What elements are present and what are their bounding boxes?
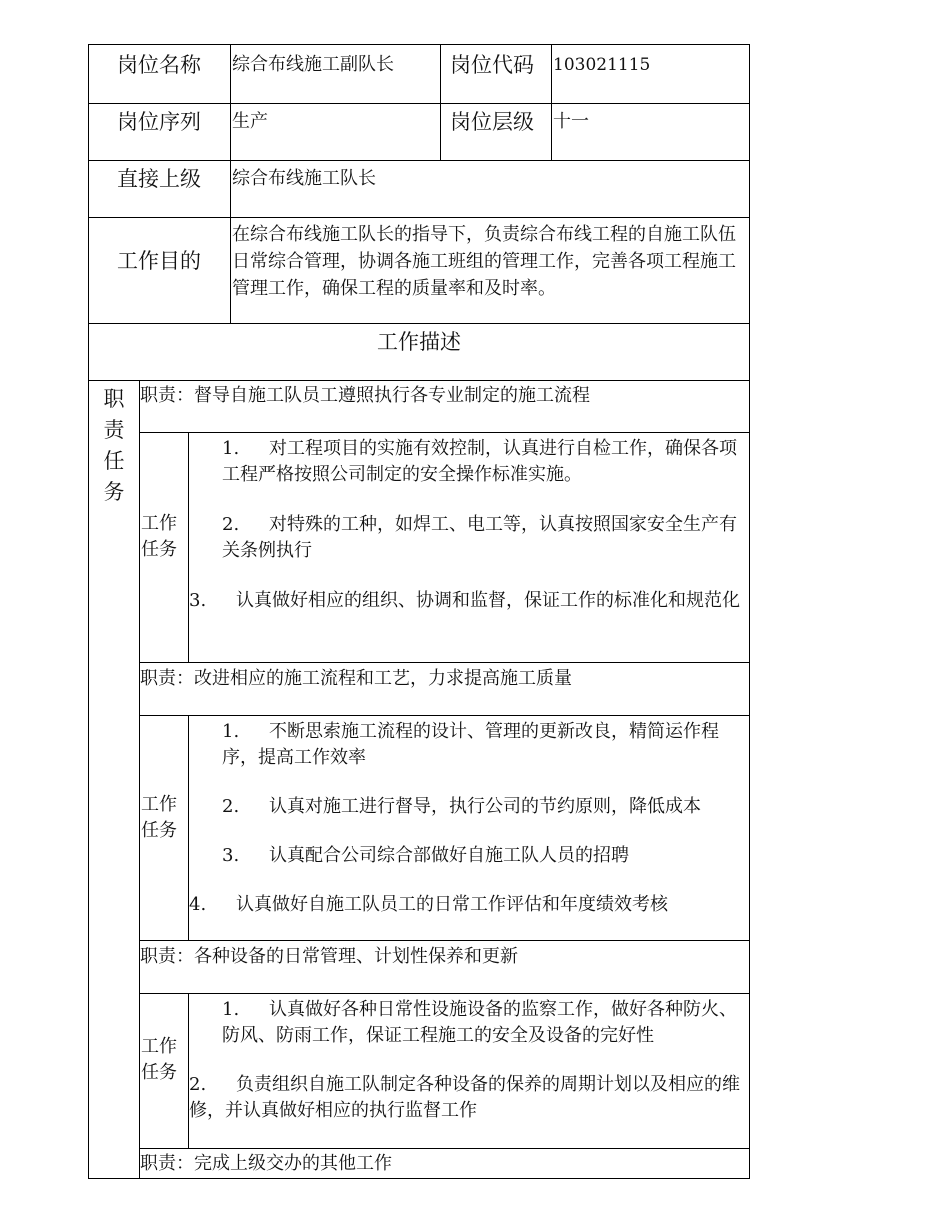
table-rule (88, 323, 750, 324)
task-label: 工作任务 (141, 1036, 177, 1083)
task-item (222, 997, 740, 1049)
table-rule (88, 217, 750, 218)
task-text: 认真做好相应的组织、协调和监督，保证工作的标准化和规范化 (236, 590, 740, 611)
task-number: 2. (189, 1074, 207, 1095)
position-name-value: 综合布线施工副队长 (232, 54, 394, 75)
task-text: 对特殊的工种，如焊工、电工等，认真按照国家安全生产有关条例执行 (222, 514, 737, 561)
table-rule (139, 432, 750, 433)
table-rule (88, 103, 750, 104)
task-text: 认真做好自施工队员工的日常工作评估和年度绩效考核 (236, 894, 668, 915)
task-item (222, 512, 740, 564)
position-code-value: 103021115 (553, 55, 651, 75)
purpose-label: 工作目的 (117, 249, 201, 273)
task-text: 认真配合公司综合部做好自施工队人员的招聘 (269, 845, 629, 866)
task-text: 负责组织自施工队制定各种设备的保养的周期计划以及相应的维修，并认真做好相应的执行监督工作 (189, 1074, 740, 1121)
duty-title: 职责：督导自施工队员工遵照执行各专业制定的施工流程 (140, 385, 590, 406)
duties-label-char: 务 (103, 480, 125, 504)
position-series-value: 生产 (232, 111, 268, 132)
task-item (222, 436, 740, 488)
supervisor-label: 直接上级 (117, 167, 201, 191)
task-number: 3. (222, 845, 240, 866)
position-series-label: 岗位序列 (117, 110, 201, 134)
position-level-value: 十一 (553, 111, 589, 132)
table-rule (139, 380, 140, 1179)
task-number: 1. (222, 999, 240, 1020)
task-number: 2. (222, 514, 240, 535)
table-rule (440, 44, 441, 161)
task-item (222, 794, 740, 820)
task-item (189, 892, 741, 918)
table-border-left (88, 44, 89, 1179)
duties-vertical-label (99, 384, 129, 508)
table-border-bottom (88, 1178, 750, 1179)
table-rule (188, 432, 189, 663)
table-rule (230, 44, 231, 324)
task-number: 2. (222, 796, 240, 817)
task-text: 不断思索施工流程的设计、管理的更新改良，精简运作程序，提高工作效率 (222, 721, 719, 768)
table-border-top (88, 44, 750, 45)
supervisor-value: 综合布线施工队长 (232, 168, 376, 189)
duty-title: 职责：各种设备的日常管理、计划性保养和更新 (140, 946, 518, 967)
task-number: 1. (222, 721, 240, 742)
duty-title: 职责：改进相应的施工流程和工艺，力求提高施工质量 (140, 668, 572, 689)
task-item (189, 588, 741, 614)
duty-title: 职责：完成上级交办的其他工作 (140, 1153, 392, 1174)
task-text: 认真做好各种日常性设施设备的监察工作，做好各种防火、防风、防雨工作，保证工程施工的安全及设备的完好性 (222, 999, 737, 1046)
task-item (222, 719, 740, 771)
task-label: 工作任务 (141, 794, 177, 841)
position-name-label: 岗位名称 (117, 53, 201, 77)
table-rule (188, 993, 189, 1149)
table-rule (139, 1148, 750, 1149)
purpose-value: 在综合布线施工队长的指导下，负责综合布线工程的自施工队伍日常综合管理，协调各施工班组的管理工作，完善各项工程施工管理工作，确保工程的质量率和及时率。 (232, 224, 736, 299)
table-rule (88, 160, 750, 161)
position-level-label: 岗位层级 (450, 110, 534, 134)
duties-label-char: 责 (103, 418, 125, 442)
task-number: 4. (189, 894, 207, 915)
table-rule (551, 44, 552, 161)
table-rule (88, 380, 750, 381)
table-rule (139, 940, 750, 941)
task-number: 1. (222, 438, 240, 459)
section-title: 工作描述 (377, 330, 461, 354)
table-rule (139, 662, 750, 663)
duties-label-char: 任 (103, 449, 125, 473)
table-rule (139, 715, 750, 716)
task-item (189, 1072, 741, 1124)
task-text: 对工程项目的实施有效控制，认真进行自检工作，确保各项工程严格按照公司制定的安全操作标准实施。 (222, 438, 737, 485)
task-text: 认真对施工进行督导，执行公司的节约原则，降低成本 (269, 796, 701, 817)
task-item (222, 843, 740, 869)
task-label: 工作任务 (141, 513, 177, 560)
task-number: 3. (189, 590, 207, 611)
position-code-label: 岗位代码 (450, 53, 534, 77)
duties-label-char: 职 (103, 387, 125, 411)
table-border-right (749, 44, 750, 1179)
table-rule (139, 993, 750, 994)
